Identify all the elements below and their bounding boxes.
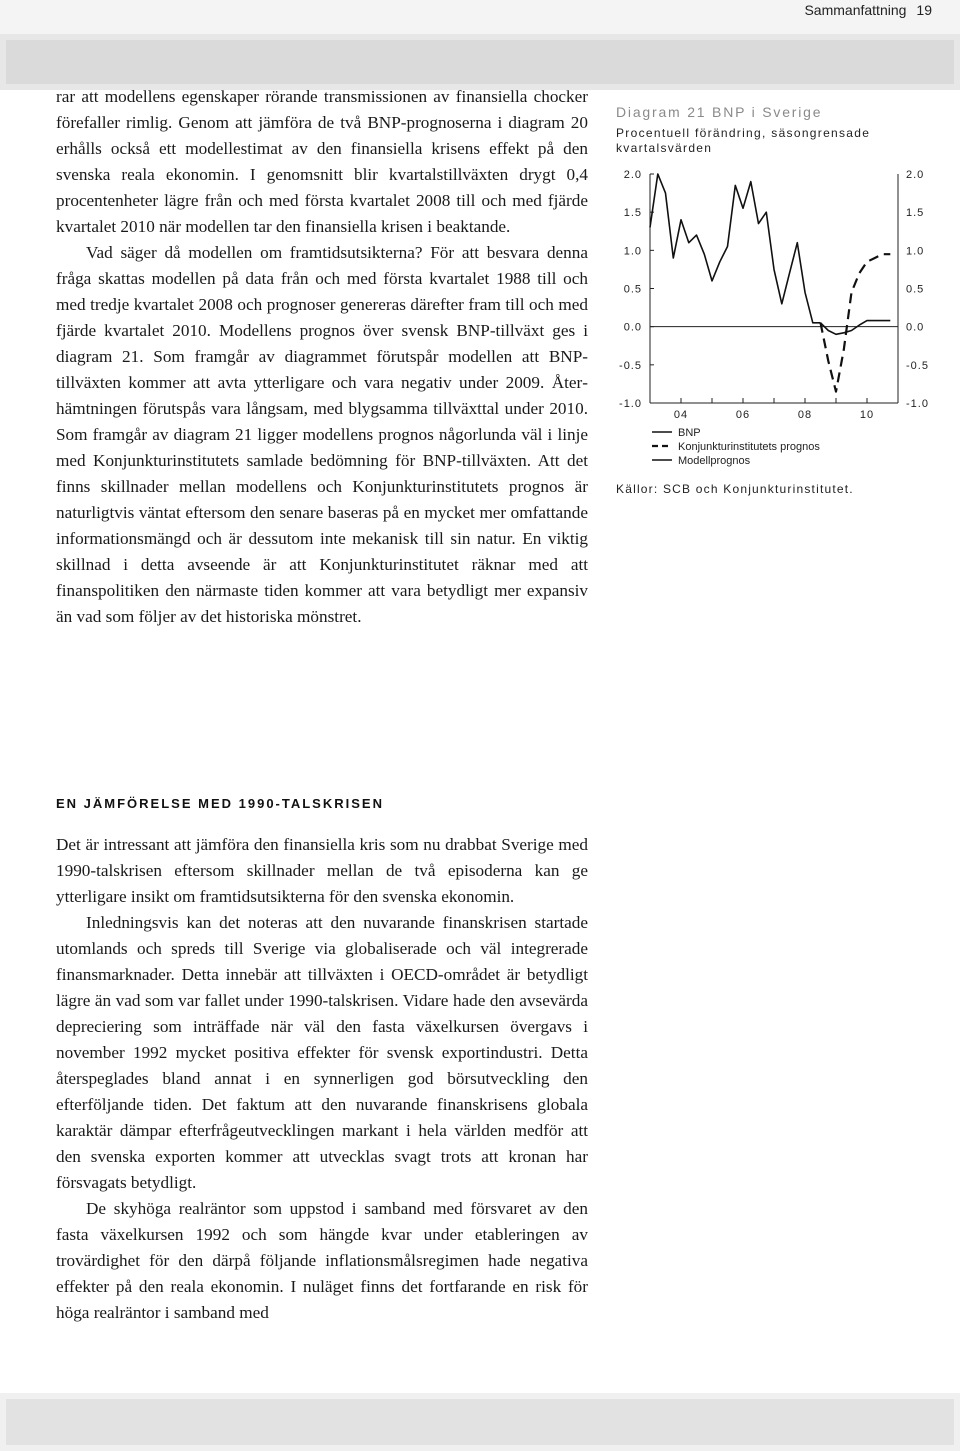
- x-tick-label: 08: [797, 409, 813, 421]
- y-tick-label-left: 1.0: [623, 245, 642, 258]
- intro-text: [56, 84, 588, 630]
- y-tick-label-right: 0.5: [906, 283, 925, 296]
- y-tick-label-left: -0.5: [619, 359, 642, 372]
- y-tick-label-left: 2.0: [623, 169, 642, 181]
- top-gray-band: [0, 34, 960, 90]
- y-tick-label-left: 0.0: [623, 321, 642, 334]
- x-tick-label: 10: [859, 409, 875, 421]
- x-tick-label: 06: [735, 409, 751, 421]
- series-line-konjunkturinstitutets-prognos: [821, 254, 891, 391]
- y-tick-label-right: -1.0: [906, 398, 929, 410]
- y-tick-label-right: 0.0: [906, 321, 925, 334]
- intro-paragraph-1: rar att modellens egenskaper rörande transmissionen av finansiella chocker förefaller rimlig. Genom att jämföra de två BNP-prognoserna i diagram 20 erhålls också ett modellestimat av den finansiella krisens effekt på den svenska reala ekonomin. I genomsnitt blir kvartalstillväxten drygt 0,4 procentenheter lägre från och med första kvartalet 2008 till och med fjärde kvartalet 2010 när modellen tar den finansiella krisen i beaktande.: [56, 87, 588, 236]
- section-paragraph-1: Det är intressant att jämföra den finansiella kris som nu drabbat Sverige med 1990-talskrisen eftersom skillnader mellan de två episoderna kan ge ytterligare insikt om framtidsutsikterna för den svenska ekonomin.: [56, 835, 588, 906]
- legend-label: Modellprognos: [678, 455, 751, 467]
- y-tick-label-right: 1.0: [906, 245, 925, 258]
- section-text: [56, 832, 588, 1326]
- running-header: [804, 0, 932, 34]
- bottom-gray-band: [0, 1393, 960, 1451]
- page-number: 19: [916, 2, 932, 18]
- y-tick-label-left: 1.5: [623, 207, 642, 220]
- y-tick-label-left: -1.0: [619, 398, 642, 410]
- legend-label: BNP: [678, 427, 701, 439]
- section-name: Sammanfattning: [804, 2, 907, 18]
- intro-paragraph-2: Vad säger då modellen om framtidsutsikterna? För att besvara denna fråga skattas modellen på data från och med första kvartalet 1988 till och med tredje kvartalet 2008 och prognoser genereras därefter fram till och med fjärde kvartalet 2010. Modellens prognos över svensk BNP-tillväxt ges i diagram 21. Som framgår av diagrammet förutspår modellen att BNP-tillväxten kommer att avta ytterligare och vara negativ under 2009. Återhämtningen förutspås vara långsam, med blygsamma tillväxttal under 2010. Som framgår av diagram 21 ligger modellens prognos någorlunda väl i linje med Konjunkturinstitutets samlade bedömning för BNP-tillväxten. Att det finns skillnader mellan modellens och Konjunkturinstitutets prognos är naturligtvis väntat eftersom den senare baseras på en mycket mer omfattande informationsmängd och är dessutom inte mekanisk till sin natur. En viktig skillnad i detta avseende är att Konjunkturinstitutet räknar med att finanspolitiken den närmaste tiden kommer att vara betydligt mer expansiv än vad som följer av det historiska mönstret.: [56, 243, 588, 626]
- legend-label: Konjunkturinstitutets prognos: [678, 441, 820, 453]
- series-line-modellprognos: [821, 321, 891, 335]
- y-tick-label-right: -0.5: [906, 359, 929, 372]
- section-paragraph-2: Inledningsvis kan det noteras att den nuvarande finanskrisen startade utomlands och spreds till Sverige via globaliserade och väl integrerade finansmarknader. Detta innebär att tillväxten i OECD-området är betydligt lägre än vad som var fallet under 1990-talskrisen. Vidare hade den avsevärda depreciering som inträffade när väl den fasta växelkursen övergavs i november 1992 mycket positiva effekter för svensk exportindustri. Detta återspeglades bland annat i en synnerligen god börsutveckling den efterföljande tiden. Det faktum att den nuvarande finanskrisens globala karaktär dämpar efterfrågeutvecklingen markant i hela världen medför att den svenska exporten kommer att utvecklas svagt trots att kronan har försvagats betydligt.: [56, 913, 588, 1192]
- y-tick-label-left: 0.5: [623, 283, 642, 296]
- y-tick-label-right: 2.0: [906, 169, 925, 181]
- page-header: [0, 0, 960, 34]
- x-tick-label: 04: [673, 409, 689, 421]
- y-tick-label-right: 1.5: [906, 207, 925, 220]
- series-line-bnp: [650, 174, 821, 323]
- chart-subtitle: Procentuell förändring, säsongrensade kvartalsvärden: [616, 126, 871, 155]
- section-heading: EN JÄMFÖRELSE MED 1990-TALSKRISEN: [56, 796, 384, 811]
- gdp-line-chart: [600, 160, 950, 470]
- section-paragraph-3: De skyhöga realräntor som uppstod i samband med försvaret av den fasta växelkursen 1992 och som hängde kvar under etableringen av trovärdighet för den därpå följande inflationsmålsregimen hade negativa effekter på den reala ekonomin. I nuläget finns det fortfarande en risk för höga realräntor i samband med: [56, 1199, 588, 1322]
- chart-title: Diagram 21 BNP i Sverige: [616, 104, 823, 120]
- chart-source: Källor: SCB och Konjunkturinstitutet.: [616, 482, 854, 496]
